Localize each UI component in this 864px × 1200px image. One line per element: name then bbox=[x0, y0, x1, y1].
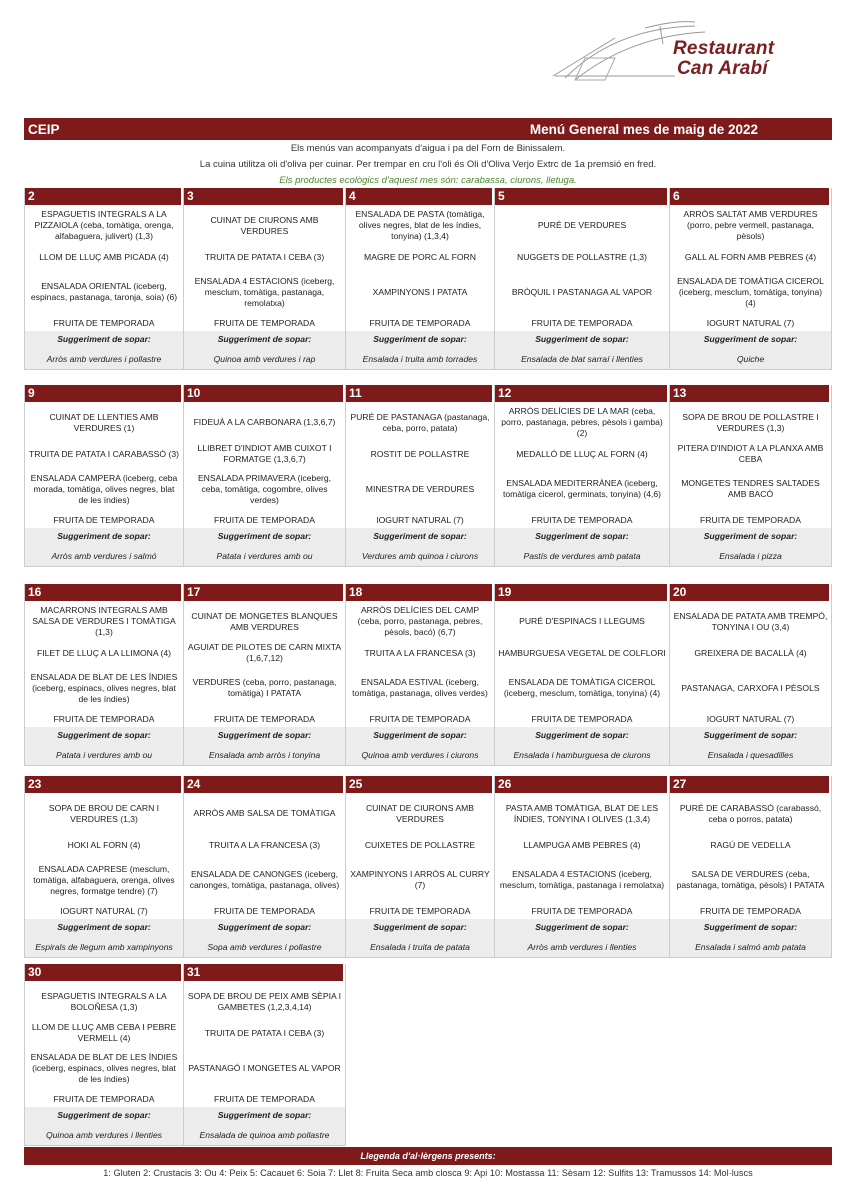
day-cell bbox=[184, 385, 346, 566]
dinner-suggestion: Ensalada i truita amb torrades bbox=[346, 348, 494, 369]
main-course: HAMBURGUESA VEGETAL DE COLFLORI bbox=[498, 647, 666, 658]
side-course: ENSALADA DE TOMÀTIGA CICEROL (iceberg, mesclum, tomàtiga, tonyina) (4) bbox=[677, 275, 824, 308]
dinner-suggestion: Ensalada de blat sarraí i llenties bbox=[495, 348, 669, 369]
side-course: PASTANAGÓ I MONGETES AL VAPOR bbox=[188, 1062, 341, 1073]
dinner-suggestion-label: Suggeriment de sopar: bbox=[346, 919, 494, 936]
dinner-suggestion-label: Suggeriment de sopar: bbox=[670, 331, 831, 348]
dinner-suggestion-label: Suggeriment de sopar: bbox=[25, 919, 183, 936]
day-number: 19 bbox=[495, 584, 669, 601]
week-row bbox=[24, 584, 832, 765]
day-cell bbox=[495, 385, 670, 566]
dinner-suggestion-label: Suggeriment de sopar: bbox=[670, 727, 831, 744]
day-cell bbox=[346, 776, 495, 957]
first-course: ARRÒS DELÍCIES DEL CAMP (ceba, porro, pastanaga, pebres, pèsols, bacó) (6,7) bbox=[357, 605, 483, 637]
main-course: RAGÚ DE VEDELLA bbox=[710, 839, 791, 850]
main-course: TRUITA DE PATATA I CARABASSÓ (3) bbox=[29, 448, 179, 459]
day-number: 13 bbox=[670, 385, 831, 402]
side-course: ENSALADA DE CANONGES (iceberg, canonges, tomàtiga, pastanaga, olives) bbox=[189, 869, 340, 890]
day-cell bbox=[495, 188, 670, 369]
dessert: FRUITA DE TEMPORADA bbox=[214, 714, 315, 724]
side-course: MONGETES TENDRES SALTADES AMB BACÓ bbox=[681, 478, 820, 499]
dessert: FRUITA DE TEMPORADA bbox=[531, 318, 633, 328]
dinner-suggestion: Quinoa amb verdures i rap bbox=[184, 348, 345, 369]
dessert: FRUITA DE TEMPORADA bbox=[700, 515, 801, 525]
day-cell bbox=[24, 188, 184, 369]
side-course: ENSALADA MEDITERRÀNEA (iceberg, tomàtiga cicerol, germinats, tonyina) (4,6) bbox=[502, 478, 662, 499]
dinner-suggestion-label: Suggeriment de sopar: bbox=[346, 528, 494, 545]
day-cell bbox=[346, 385, 495, 566]
side-course: ENSALADA 4 ESTACIONS (iceberg, mesclum, tomàtiga, pastanaga, remolatxa) bbox=[194, 275, 335, 308]
week-row bbox=[24, 385, 832, 566]
dessert: FRUITA DE TEMPORADA bbox=[214, 318, 315, 328]
main-course: LLOM DE LLUÇ AMB CEBA I PEBRE VERMELL (4) bbox=[31, 1022, 177, 1043]
main-course: TRUITA A LA FRANCESA (3) bbox=[364, 647, 476, 658]
dinner-suggestion: Ensalada amb arròs i tonyina bbox=[184, 744, 345, 765]
dinner-suggestion: Quinoa amb verdures i ciurons bbox=[346, 744, 494, 765]
day-number: 26 bbox=[495, 776, 669, 793]
dinner-suggestion-label: Suggeriment de sopar: bbox=[346, 727, 494, 744]
main-course: MAGRE DE PORC AL FORN bbox=[364, 251, 476, 262]
first-course: MACARRONS INTEGRALS AMB SALSA DE VERDURES I TOMÀTIGA (1,3) bbox=[32, 605, 176, 637]
day-cell bbox=[346, 584, 495, 765]
day-number: 3 bbox=[184, 188, 345, 205]
side-course: SALSA DE VERDURES (ceba, pastanaga, tomàtiga, pèsols) I PATATA bbox=[676, 869, 825, 890]
first-course: FIDEUÀ A LA CARBONARA (1,3,6,7) bbox=[193, 417, 336, 427]
first-course: SOPA DE BROU DE PEIX AMB SÈPIA I GAMBETES (1,2,3,4,14) bbox=[187, 990, 342, 1012]
dinner-suggestion: Ensalada de quinoa amb pollastre bbox=[184, 1124, 345, 1145]
day-number: 5 bbox=[495, 188, 669, 205]
day-cell bbox=[184, 188, 346, 369]
first-course: SOPA DE BROU DE POLLASTRE I VERDURES (1,3) bbox=[682, 411, 819, 433]
day-cell bbox=[24, 584, 184, 765]
day-number: 24 bbox=[184, 776, 345, 793]
main-course: TRUITA A LA FRANCESA (3) bbox=[208, 839, 321, 850]
day-number: 27 bbox=[670, 776, 831, 793]
day-cell bbox=[24, 964, 184, 1145]
week-divider bbox=[24, 369, 832, 370]
main-course: LLAMPUGA AMB PEBRES (4) bbox=[523, 839, 641, 850]
side-course: XAMPINYONS I PATATA bbox=[372, 286, 468, 297]
dinner-suggestion: Quiche bbox=[670, 348, 831, 369]
day-number: 16 bbox=[25, 584, 183, 601]
main-course: TRUITA DE PATATA I CEBA (3) bbox=[204, 251, 325, 262]
week-row bbox=[24, 776, 832, 957]
allergen-legend: 1: Gluten 2: Crustacis 3: Ou 4: Peix 5: Cacauet 6: Soia 7: Llet 8: Fruita Seca amb closca 9: Api 10: Mostassa 11: Sèsam 12: Sulfits 13: Tramussos 14: Mol·luscs bbox=[103, 1168, 753, 1178]
week-divider bbox=[24, 566, 832, 567]
dinner-suggestion-label: Suggeriment de sopar: bbox=[25, 528, 183, 545]
day-cell bbox=[184, 584, 346, 765]
day-number: 11 bbox=[346, 385, 494, 402]
first-course: ARRÒS AMB SALSA DE TOMÀTIGA bbox=[193, 808, 336, 818]
dessert: FRUITA DE TEMPORADA bbox=[531, 515, 633, 525]
side-course: ENSALADA DE BLAT DE LES ÍNDIES (iceberg, espinacs, olives negres, blat de les índies) bbox=[30, 1051, 178, 1084]
first-course: ESPAGUETIS INTEGRALS A LA PIZZAIOLA (ceba, tomàtiga, orenga, alfabaguera, julivert) (1,3) bbox=[34, 209, 174, 241]
dessert: FRUITA DE TEMPORADA bbox=[369, 318, 471, 328]
dinner-suggestion-label: Suggeriment de sopar: bbox=[495, 528, 669, 545]
dinner-suggestion-label: Suggeriment de sopar: bbox=[184, 331, 345, 348]
day-number: 30 bbox=[25, 964, 183, 981]
dinner-suggestion: Arròs amb verdures i salmó bbox=[25, 545, 183, 566]
first-course: PURÉ DE CARABASSÓ (carabassó, ceba o porros, patata) bbox=[679, 802, 822, 824]
menu-header bbox=[24, 118, 832, 140]
dinner-suggestion-label: Suggeriment de sopar: bbox=[346, 331, 494, 348]
first-course: CUINAT DE LLENTIES AMB VERDURES (1) bbox=[49, 411, 159, 433]
dinner-suggestion-label: Suggeriment de sopar: bbox=[495, 919, 669, 936]
dessert: FRUITA DE TEMPORADA bbox=[531, 714, 633, 724]
day-cell bbox=[346, 188, 495, 369]
main-course: PITERA D'INDIOT A LA PLANXA AMB CEBA bbox=[677, 443, 824, 464]
dinner-suggestion-label: Suggeriment de sopar: bbox=[184, 528, 345, 545]
main-course: LLOM DE LLUÇ AMB PICADA (4) bbox=[39, 251, 169, 262]
first-course: ESPAGUETIS INTEGRALS A LA BOLOÑESA (1,3) bbox=[41, 990, 167, 1012]
side-course: PASTANAGA, CARXOFA I PÈSOLS bbox=[681, 682, 820, 693]
side-course: ENSALADA ESTIVAL (iceberg, tomàtiga, pastanaga, olives verdes) bbox=[352, 677, 488, 698]
first-course: PURÉ DE VERDURES bbox=[537, 220, 627, 230]
side-course: ENSALADA DE BLAT DE LES ÍNDIES (iceberg, espinacs, olives negres, blat de les índies) bbox=[30, 671, 178, 704]
day-cell bbox=[184, 964, 346, 1145]
main-course: NUGGETS DE POLLASTRE (1,3) bbox=[517, 251, 647, 262]
day-cell bbox=[670, 776, 832, 957]
dessert: FRUITA DE TEMPORADA bbox=[369, 714, 471, 724]
dinner-suggestion: Quinoa amb verdures i llenties bbox=[25, 1124, 183, 1145]
dessert: IOGURT NATURAL (7) bbox=[60, 906, 148, 916]
side-course: ENSALADA PRIMAVERA (iceberg, ceba, tomàtiga, cogombre, olives verdes) bbox=[197, 472, 332, 505]
side-course: ENSALADA CAMPERA (iceberg, ceba morada, tomàtiga, olives negres, blat de les índies) bbox=[30, 472, 178, 505]
main-course: FILET DE LLUÇ A LA LLIMONA (4) bbox=[36, 647, 172, 658]
day-number: 25 bbox=[346, 776, 494, 793]
dinner-suggestion: Espirals de llegum amb xampinyons bbox=[25, 936, 183, 957]
dinner-suggestion-label: Suggeriment de sopar: bbox=[495, 331, 669, 348]
side-course: BRÒQUIL I PASTANAGA AL VAPOR bbox=[511, 286, 653, 297]
day-cell bbox=[670, 584, 832, 765]
note-ecological: Els productes ecològics d'aquest mes són: carabassa, ciurons, lletuga. bbox=[279, 175, 577, 186]
dinner-suggestion-label: Suggeriment de sopar: bbox=[184, 1107, 345, 1124]
first-course: PASTA AMB TOMÀTIGA, BLAT DE LES ÍNDIES, TONYINA I OLIVES (1,3,4) bbox=[505, 802, 659, 824]
week-row bbox=[24, 964, 832, 1145]
day-number: 20 bbox=[670, 584, 831, 601]
dessert: FRUITA DE TEMPORADA bbox=[53, 515, 155, 525]
side-course: ENSALADA CAPRESE (mesclum, tomàtiga, alfabaguera, orenga, olives negres, formatge tendre) (7) bbox=[33, 863, 175, 896]
dessert: FRUITA DE TEMPORADA bbox=[214, 1094, 315, 1104]
dinner-suggestion-label: Suggeriment de sopar: bbox=[184, 727, 345, 744]
first-course: CUINAT DE CIURONS AMB VERDURES bbox=[365, 802, 475, 824]
first-course: PURÉ DE PASTANAGA (pastanaga, ceba, porro, patata) bbox=[350, 411, 490, 433]
dessert: IOGURT NATURAL (7) bbox=[706, 318, 795, 328]
note-oil: La cuina utilitza oli d'oliva per cuinar. Per trempar en cru l'oli és Oli d'Oliva Verjo Extrc de 1a premsió en fred. bbox=[199, 159, 657, 170]
week-row bbox=[24, 188, 832, 369]
day-number: 17 bbox=[184, 584, 345, 601]
day-number: 10 bbox=[184, 385, 345, 402]
day-cell bbox=[495, 584, 670, 765]
dessert: FRUITA DE TEMPORADA bbox=[53, 1094, 155, 1104]
dessert: FRUITA DE TEMPORADA bbox=[214, 906, 315, 916]
dinner-suggestion: Arròs amb verdures i llenties bbox=[495, 936, 669, 957]
dinner-suggestion-label: Suggeriment de sopar: bbox=[25, 331, 183, 348]
first-course: ENSALADA DE PATATA AMB TREMPÓ, TONYINA I OU (3,4) bbox=[673, 610, 828, 632]
day-number: 18 bbox=[346, 584, 494, 601]
dinner-suggestion: Ensalada i truita de patata bbox=[346, 936, 494, 957]
day-cell bbox=[670, 188, 832, 369]
side-course: XAMPINYONS I ARRÒS AL CURRY (7) bbox=[350, 869, 490, 890]
day-number: 23 bbox=[25, 776, 183, 793]
main-course: LLIBRET D'INDIOT AMB CUIXOT I FORMATGE (1,3,6,7) bbox=[197, 443, 332, 464]
day-cell bbox=[495, 776, 670, 957]
dinner-suggestion-label: Suggeriment de sopar: bbox=[184, 919, 345, 936]
dinner-suggestion: Patata i verdures amb ou bbox=[184, 545, 345, 566]
dessert: FRUITA DE TEMPORADA bbox=[700, 906, 801, 916]
day-cell bbox=[670, 385, 832, 566]
side-course: ENSALADA ORIENTAL (iceberg, espinacs, pastanaga, taronja, soia) (6) bbox=[30, 281, 178, 302]
side-course: VERDURES (ceba, porro, pastanaga, tomàtiga) I PATATA bbox=[192, 677, 337, 698]
dinner-suggestion-label: Suggeriment de sopar: bbox=[25, 727, 183, 744]
dinner-suggestion: Ensalada i pizza bbox=[670, 545, 831, 566]
day-number: 31 bbox=[184, 964, 345, 981]
first-course: PURÉ D'ESPINACS I LLEGUMS bbox=[519, 616, 645, 626]
note-water-bread: Els menús van acompanyats d'aigua i pa del Forn de Binissalem. bbox=[290, 143, 566, 154]
week-divider bbox=[24, 1145, 346, 1146]
dinner-suggestion: Sopa amb verdures i pollastre bbox=[184, 936, 345, 957]
main-course: AGUIAT DE PILOTES DE CARN MIXTA (1,6,7,12) bbox=[187, 642, 342, 663]
dinner-suggestion-label: Suggeriment de sopar: bbox=[670, 919, 831, 936]
day-cell bbox=[24, 776, 184, 957]
brand-line2: Can Arabí bbox=[677, 58, 768, 79]
dinner-suggestion: Verdures amb quinoa i ciurons bbox=[346, 545, 494, 566]
dessert: FRUITA DE TEMPORADA bbox=[53, 714, 155, 724]
brand-line1: Restaurant bbox=[673, 38, 775, 59]
dinner-suggestion-label: Suggeriment de sopar: bbox=[25, 1107, 183, 1124]
day-number: 2 bbox=[25, 188, 183, 205]
first-course: ARRÒS SALTAT AMB VERDURES (porro, pebre vermell, pastanaga, pèsols) bbox=[683, 209, 818, 241]
main-course: HOKI AL FORN (4) bbox=[67, 839, 141, 850]
dinner-suggestion: Ensalada i salmó amb patata bbox=[670, 936, 831, 957]
first-course: CUINAT DE CIURONS AMB VERDURES bbox=[210, 214, 319, 236]
dinner-suggestion-label: Suggeriment de sopar: bbox=[670, 528, 831, 545]
dessert: FRUITA DE TEMPORADA bbox=[214, 515, 315, 525]
first-course: CUINAT DE MONGETES BLANQUES AMB VERDURES bbox=[191, 610, 338, 632]
dessert: IOGURT NATURAL (7) bbox=[706, 714, 795, 724]
main-course: ROSTIT DE POLLASTRE bbox=[370, 448, 470, 459]
week-divider bbox=[24, 765, 832, 766]
day-number: 6 bbox=[670, 188, 831, 205]
dessert: FRUITA DE TEMPORADA bbox=[53, 318, 155, 328]
main-course: MEDALLÓ DE LLUÇ AL FORN (4) bbox=[516, 448, 648, 459]
side-course: ENSALADA 4 ESTACIONS (iceberg, mesclum, tomàtiga, pastanaga i remolatxa) bbox=[499, 869, 665, 890]
first-course: ENSALADA DE PASTA (tomàtiga, olives negres, blat de les índies, tonyina) (1,3,4) bbox=[355, 209, 485, 241]
dinner-suggestion: Pastís de verdures amb patata bbox=[495, 545, 669, 566]
allergen-legend-title: Llegenda d'al·lèrgens presents: bbox=[24, 1147, 832, 1165]
main-course: TRUITA DE PATATA I CEBA (3) bbox=[204, 1027, 325, 1038]
day-cell bbox=[24, 385, 184, 566]
side-course: MINESTRA DE VERDURES bbox=[365, 483, 475, 494]
side-course: ENSALADA DE TOMÀTIGA CICEROL (iceberg, mesclum, tomàtiga, tonyina) (4) bbox=[503, 677, 661, 698]
first-course: ARRÒS DELÍCIES DE LA MAR (ceba, porro, pastanaga, pebres, pèsols i gamba) (2) bbox=[501, 406, 663, 438]
dinner-suggestion: Arròs amb verdures i pollastre bbox=[25, 348, 183, 369]
first-course: SOPA DE BROU DE CARN I VERDURES (1,3) bbox=[48, 802, 160, 824]
dinner-suggestion: Ensalada i hamburguesa de ciurons bbox=[495, 744, 669, 765]
main-course: CUIXETES DE POLLASTRE bbox=[364, 839, 476, 850]
day-cell bbox=[184, 776, 346, 957]
dinner-suggestion-label: Suggeriment de sopar: bbox=[495, 727, 669, 744]
dinner-suggestion: Patata i verdures amb ou bbox=[25, 744, 183, 765]
dinner-suggestion: Ensalada i quesadilles bbox=[670, 744, 831, 765]
menu-title: Menú General mes de maig de 2022 bbox=[529, 121, 758, 137]
day-number: 9 bbox=[25, 385, 183, 402]
dessert: IOGURT NATURAL (7) bbox=[376, 515, 464, 525]
main-course: GALL AL FORN AMB PEBRES (4) bbox=[684, 251, 817, 262]
school-label: CEIP bbox=[28, 121, 60, 137]
week-divider bbox=[24, 957, 832, 958]
main-course: GREIXERA DE BACALLÀ (4) bbox=[694, 647, 807, 658]
day-number: 4 bbox=[346, 188, 494, 205]
dessert: FRUITA DE TEMPORADA bbox=[369, 906, 471, 916]
day-number: 12 bbox=[495, 385, 669, 402]
dessert: FRUITA DE TEMPORADA bbox=[531, 906, 633, 916]
